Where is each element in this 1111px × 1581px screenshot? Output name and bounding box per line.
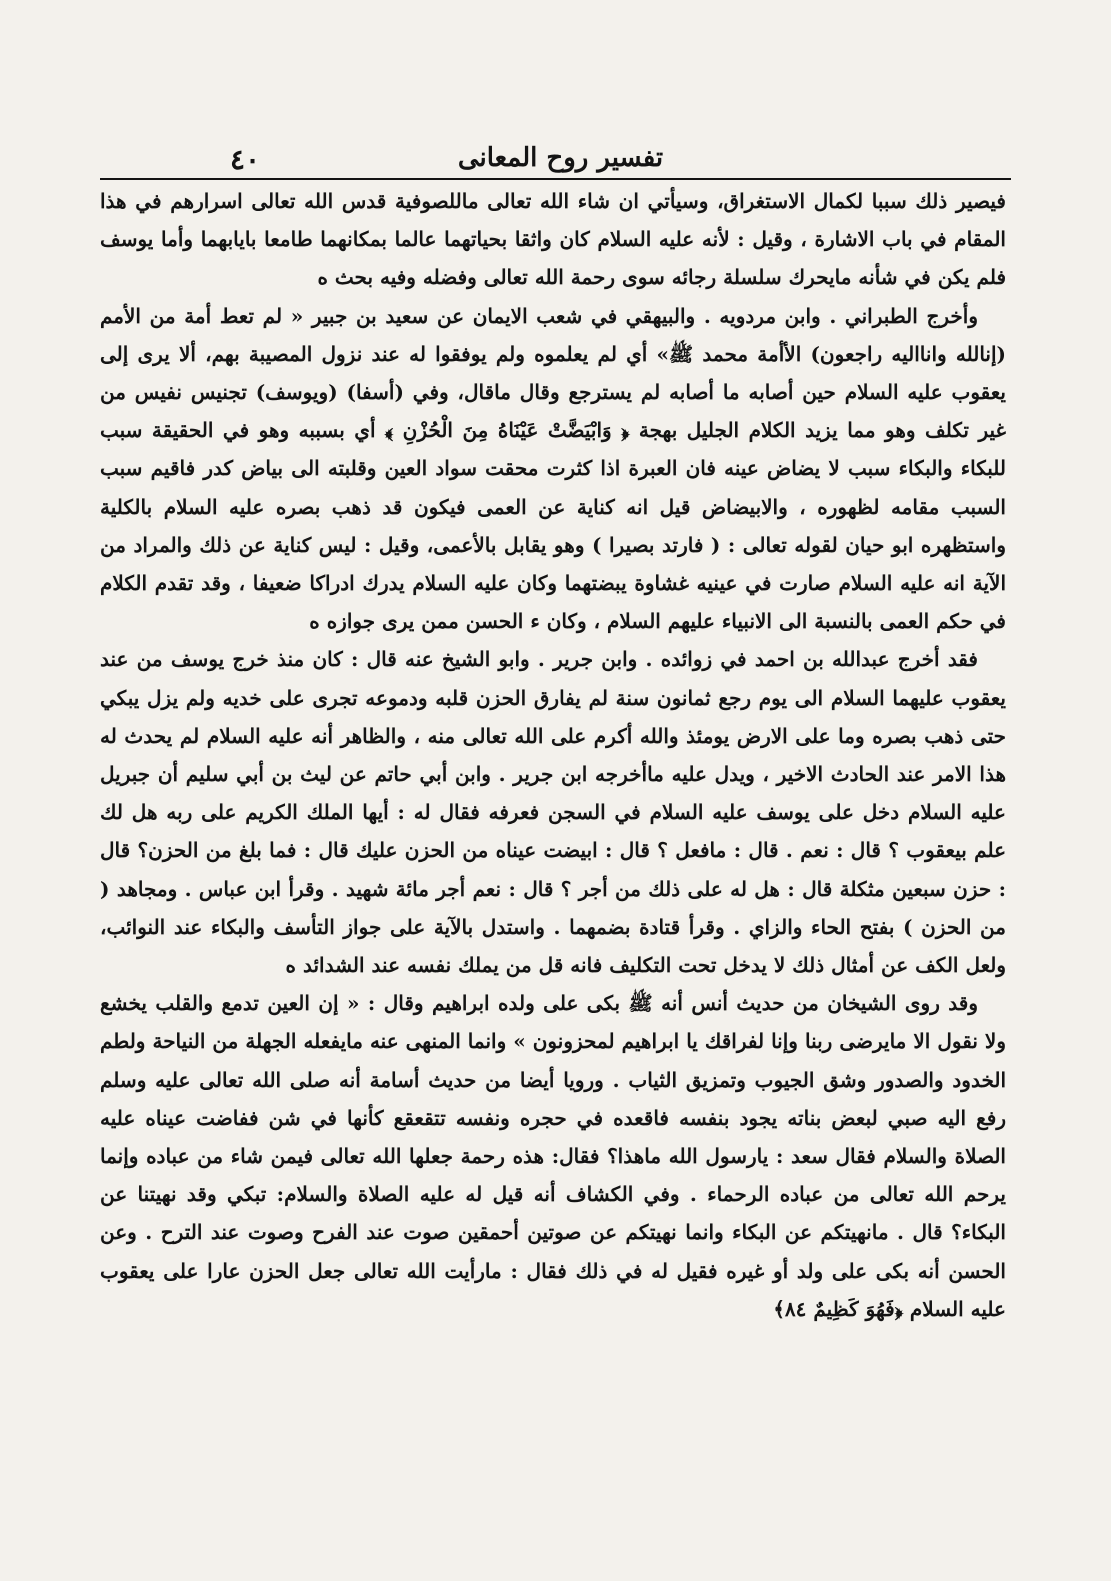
paragraph-2: وأخرج الطبراني . وابن مردويه . والبيهقي في شعب الايمان عن سعيد بن جبير « لم تعط أمة من الأمم (إنالله وانااليه راجعون) الأأمة محمد ﷺ» أي لم يعلموه ولم يوفقوا له عند نزول المصيبة بهم، ألا يرى إلى يعقوب عليه السلام حين أصابه ما أصابه لم يسترجع وقال ماقال، وفي (أسفا) (ويوسف) تجنيس نفيس من غير تكلف وهو مما يزيد الكلام الجليل بهجة ﴿ وَابْيَضَّتْ عَيْنَاهُ مِنَ الْحُزْنِ ﴾ أي بسببه وهو في الحقيقة سبب للبكاء والبكاء سبب لا يضاض عينه فان العبرة اذا كثرت محقت سواد العين وقلبته الى بياض كدر فاقيم سبب السبب مقامه لظهوره ، والابيضاض قيل انه كناية عن العمى فيكون قد ذهب بصره عليه السلام بالكلية واستظهره ابو حيان لقوله تعالى : ( فارتد بصيرا ) وهو يقابل بالأعمى، وقيل : ليس كناية عن ذلك والمراد من الآية انه عليه السلام صارت في عينيه غشاوة يبضتهما وكان عليه السلام يدرك ادراكا ضعيفا ، وقد تقدم الكلام في حكم العمى بالنسبة الى الانبياء عليهم السلام ، وكان ء الحسن ممن يرى جوازه ه — [100, 303, 1006, 634]
body-text — [100, 182, 1006, 1541]
running-title: تفسیر روح المعانی — [457, 143, 664, 173]
paragraph-1: فيصير ذلك سببا لكمال الاستغراق، وسيأتي ان شاء الله تعالى ماللصوفية قدس الله تعالى اسرارهم في هذا المقام في باب الاشارة ، وقيل : لأنه عليه السلام كان واثقا بحياتهما عالما بمكانهما طامعا بايابهما وأما يوسف فلم يكن في شأنه مايحرك سلسلة رجائه سوى رحمة الله تعالى وفضله وفيه بحث ه — [100, 189, 1006, 290]
paragraph-3: فقد أخرج عبدالله بن احمد في زوائده . وابن جرير . وابو الشيخ عنه قال : كان منذ خرج يوسف من عند يعقوب عليهما السلام الى يوم رجع ثمانون سنة لم يفارق الحزن قلبه ودموعه تجرى على خديه ولم يزل يبكي حتى ذهب بصره وما على الارض يومئذ والله أكرم على الله تعالى منه ، والظاهر أنه عليه السلام لم يحدث له هذا الامر عند الحادث الاخير ، ويدل عليه ماأخرجه ابن جرير . وابن أبي حاتم عن ليث بن أبي سليم أن جبريل عليه السلام دخل على يوسف عليه السلام في السجن فعرفه فقال له : أيها الملك الكريم على ربه هل لك علم بيعقوب ؟ قال : نعم . قال : مافعل ؟ قال : ابيضت عيناه من الحزن عليك قال : فما بلغ من الحزن؟ قال : حزن سبعين مثكلة قال : هل له على ذلك من أجر ؟ قال : نعم أجر مائة شهيد . وقرأ ابن عباس . ومجاهد ( من الحزن ) بفتح الحاء والزاي . وقرأ قتادة بضمهما . واستدل بالآية على جواز التأسف والبكاء عند النوائب، ولعل الكف عن أمثال ذلك لا يدخل تحت التكليف فانه قل من يملك نفسه عند الشدائد ه — [100, 647, 1006, 978]
page-header — [110, 135, 1011, 175]
page-number: ٤٠ — [230, 143, 261, 176]
header-rule — [100, 178, 1011, 180]
paragraph-4: وقد روى الشيخان من حديث أنس أنه ﷺ بكى على ولده ابراهيم وقال : « إن العين تدمع والقلب يخشع ولا نقول الا مايرضى ربنا وإنا لفراقك يا ابراهيم لمحزونون » وانما المنهى عنه مايفعله الجهلة من النياحة ولطم الخدود والصدور وشق الجيوب وتمزيق الثياب . ورويا أيضا من حديث أسامة أنه صلى الله تعالى عليه وسلم رفع اليه صبي لبعض بناته يجود بنفسه فاقعده في حجره ونفسه تتقعقع كأنها في شن ففاضت عيناه عليه الصلاة والسلام فقال سعد : يارسول الله ماهذا؟ فقال: هذه رحمة جعلها الله تعالى فيمن شاء من عباده وإنما يرحم الله تعالى من عباده الرحماء . وفي الكشاف أنه قيل له عليه الصلاة والسلام: تبكي وقد نهيتنا عن البكاء؟ قال . مانهيتكم عن البكاء وانما نهيتكم عن صوتين أحمقين صوت عند الفرح وصوت عند الترح . وعن الحسن أنه بكى على ولد أو غيره فقيل له في ذلك فقال : مارأيت الله تعالى جعل الحزن عارا على يعقوب عليه السلام ﴿فَهُوَ كَظِيمٌ ٨٤﴾ — [100, 991, 1006, 1321]
